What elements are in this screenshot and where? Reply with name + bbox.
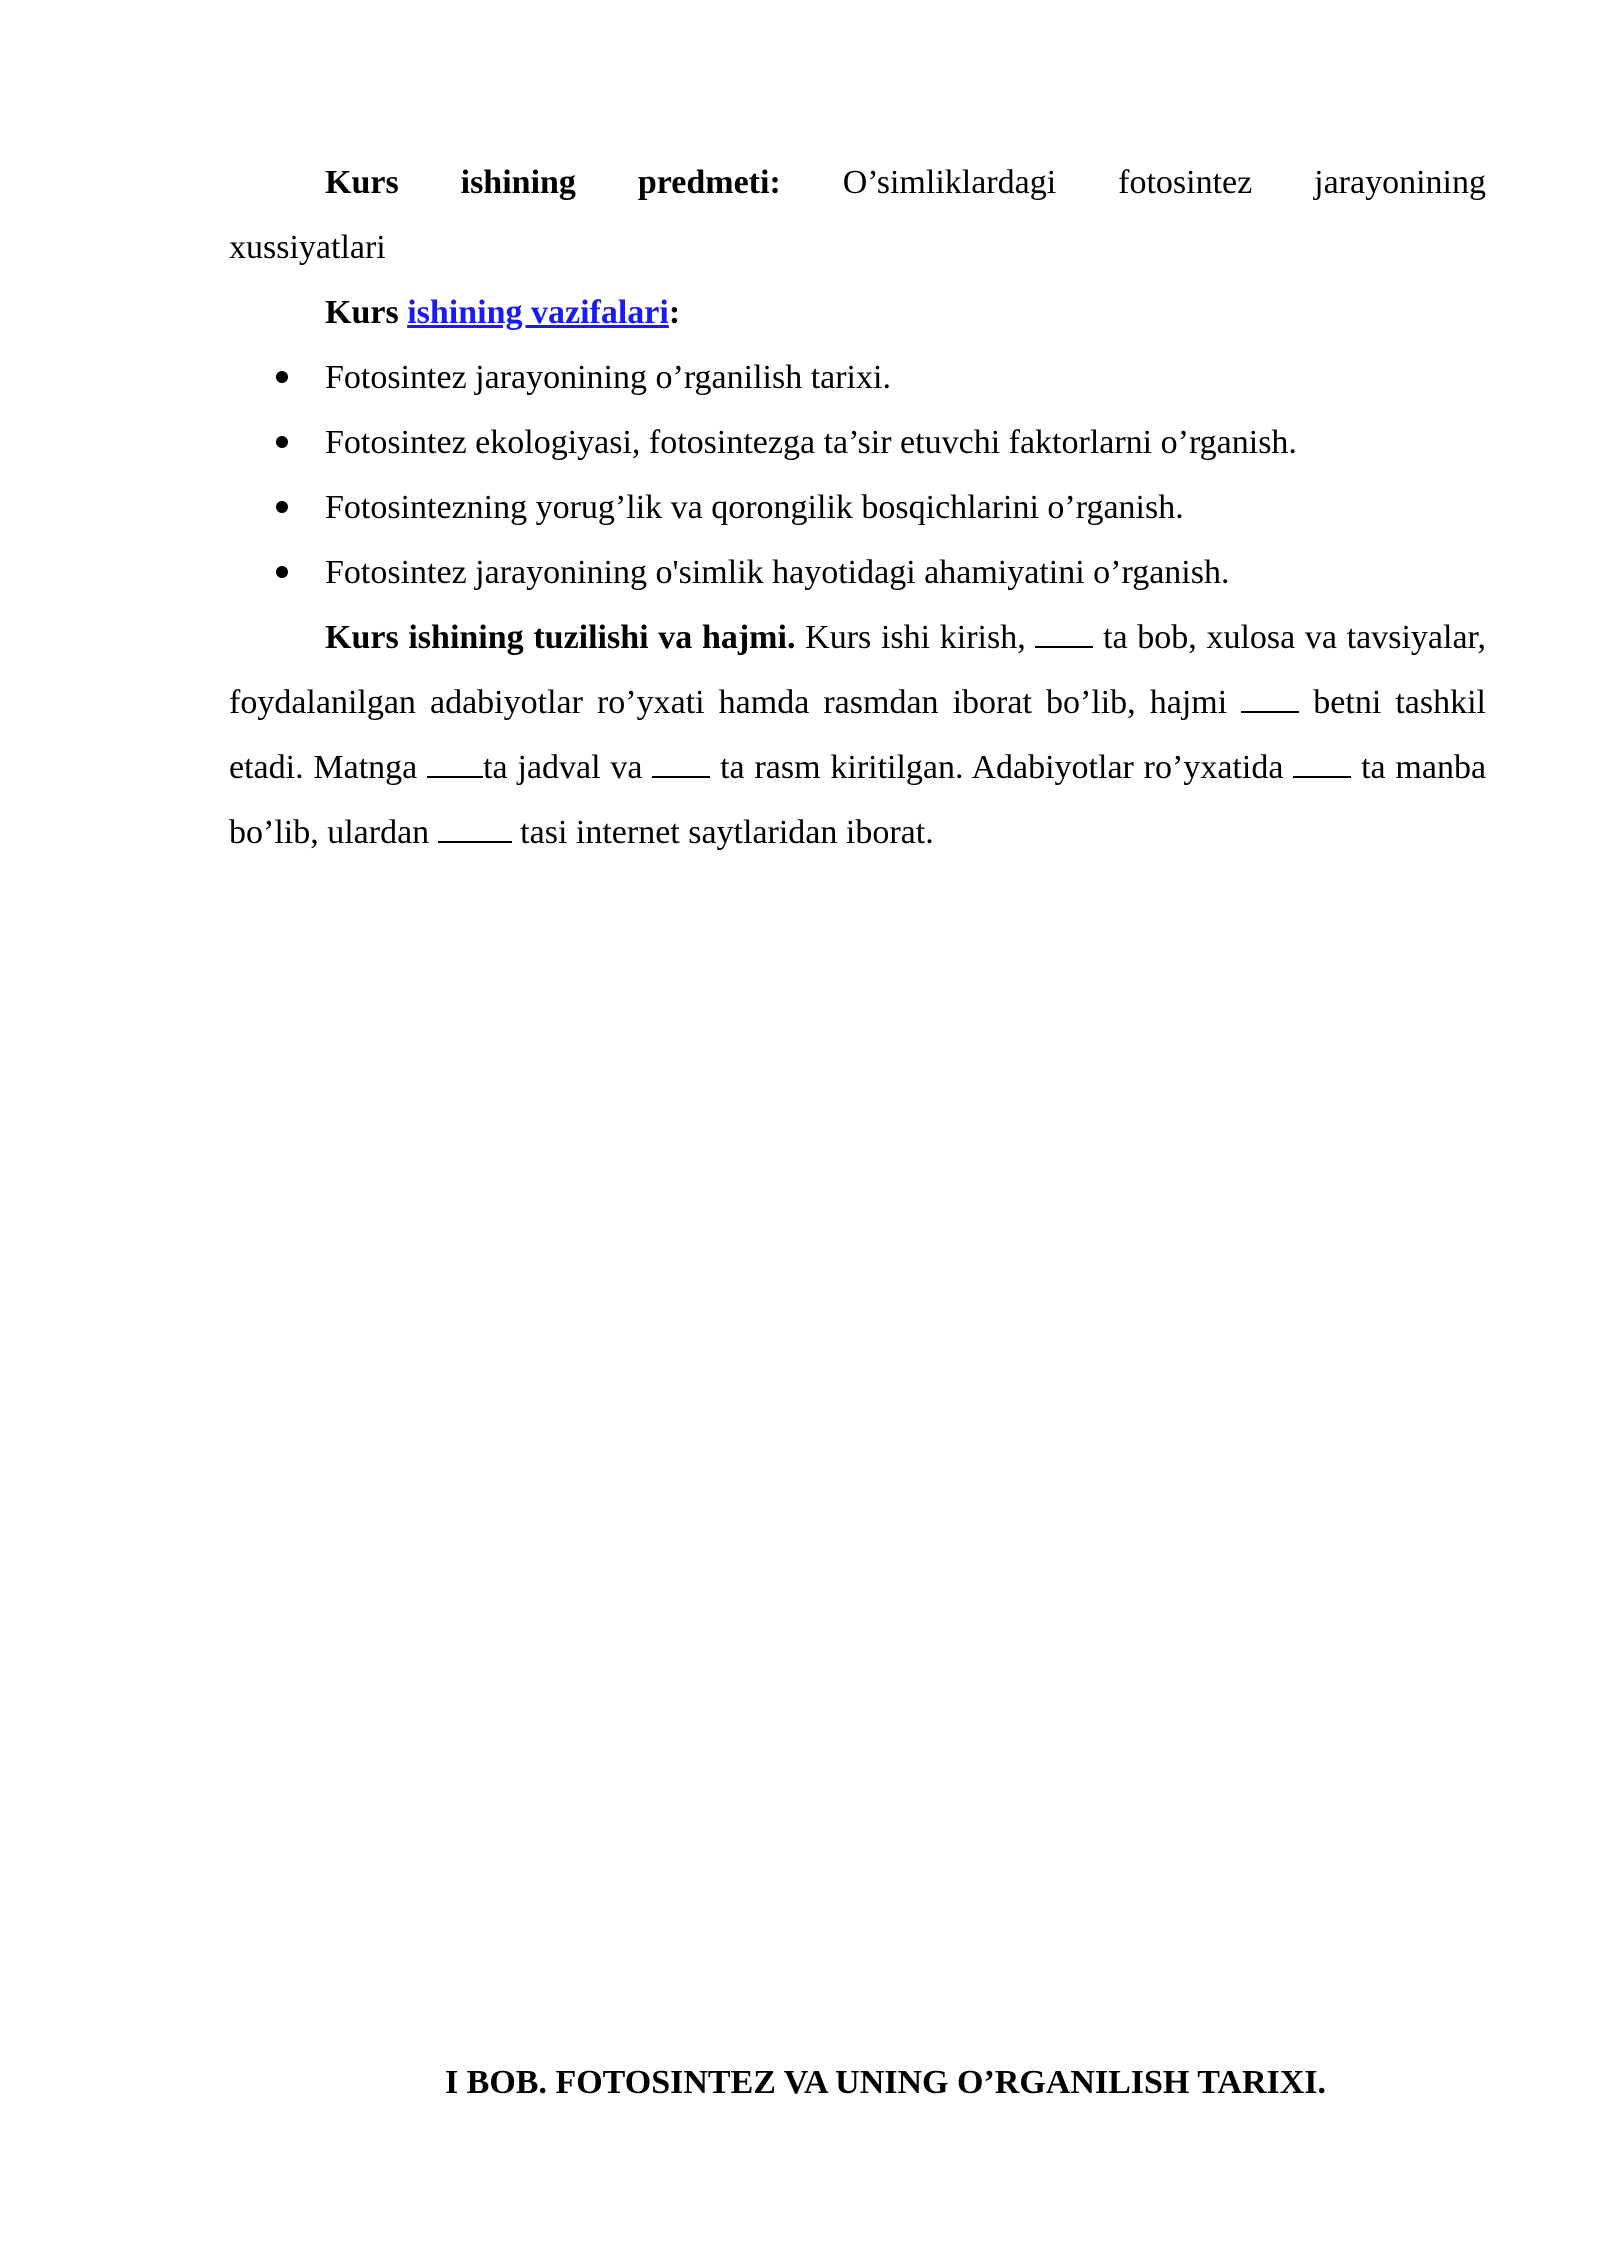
list-item <box>229 475 1486 540</box>
list-item <box>229 410 1486 475</box>
tasks-label-prefix: Kurs <box>325 294 399 331</box>
chapter-title: I BOB. FOTOSINTEZ VA UNING O’RGANILISH TARIXI. <box>444 2064 1327 2101</box>
structure-text-1: Kurs ishi kirish, <box>805 619 1026 656</box>
list-item-text: Fotosintez jarayonining o'simlik hayotidagi ahamiyatini o’rganish. <box>325 554 1230 591</box>
tasks-list <box>229 345 1486 605</box>
list-item-text: Fotosintez ekologiyasi, fotosintezga ta’sir etuvchi faktorlarni o’rganish. <box>325 424 1297 461</box>
structure-text-5: ta rasm kiritilgan. Adabiyotlar ro’yxatida <box>720 749 1294 786</box>
subject-label: Kurs ishining predmeti: <box>325 164 781 201</box>
blank-field <box>1241 681 1299 713</box>
subject-paragraph <box>229 150 1486 280</box>
list-item-text: Fotosintez jarayonining o’rganilish tarixi. <box>325 359 891 396</box>
structure-text-6: ta manba bo’lib, ulardan <box>229 749 1487 851</box>
tasks-heading <box>229 280 1486 345</box>
structure-paragraph <box>229 605 1486 865</box>
blank-field <box>1293 746 1351 778</box>
tasks-link[interactable]: ishining vazifalari <box>407 294 669 331</box>
structure-label: Kurs ishining tuzilishi va hajmi. <box>325 619 796 656</box>
bullet-icon <box>276 501 288 513</box>
structure-text-7: tasi internet saytlaridan iborat. <box>520 814 934 851</box>
blank-field <box>427 746 483 778</box>
bullet-icon <box>276 566 288 578</box>
structure-text-4: ta jadval va <box>483 749 643 786</box>
list-item <box>229 345 1486 410</box>
subject-text: O’simliklardagi fotosintez jarayonining xussiyatlari <box>229 164 1486 266</box>
bullet-icon <box>276 436 288 448</box>
blank-field <box>1035 616 1093 648</box>
list-item-text: Fotosintezning yorug’lik va qorongilik bosqichlarini o’rganish. <box>325 489 1184 526</box>
document-body <box>229 150 1486 865</box>
tasks-label-suffix: : <box>668 294 681 331</box>
blank-field <box>438 811 512 843</box>
list-item <box>229 540 1486 605</box>
bullet-icon <box>276 371 288 383</box>
structure-text-2: ta bob, xulosa va tavsiyalar, foydalanilgan adabiyotlar ro’yxati hamda rasmdan iborat bo’lib, hajmi <box>229 619 1487 721</box>
blank-field <box>652 746 710 778</box>
structure-text-3: betni tashkil etadi. Matnga <box>229 684 1486 786</box>
